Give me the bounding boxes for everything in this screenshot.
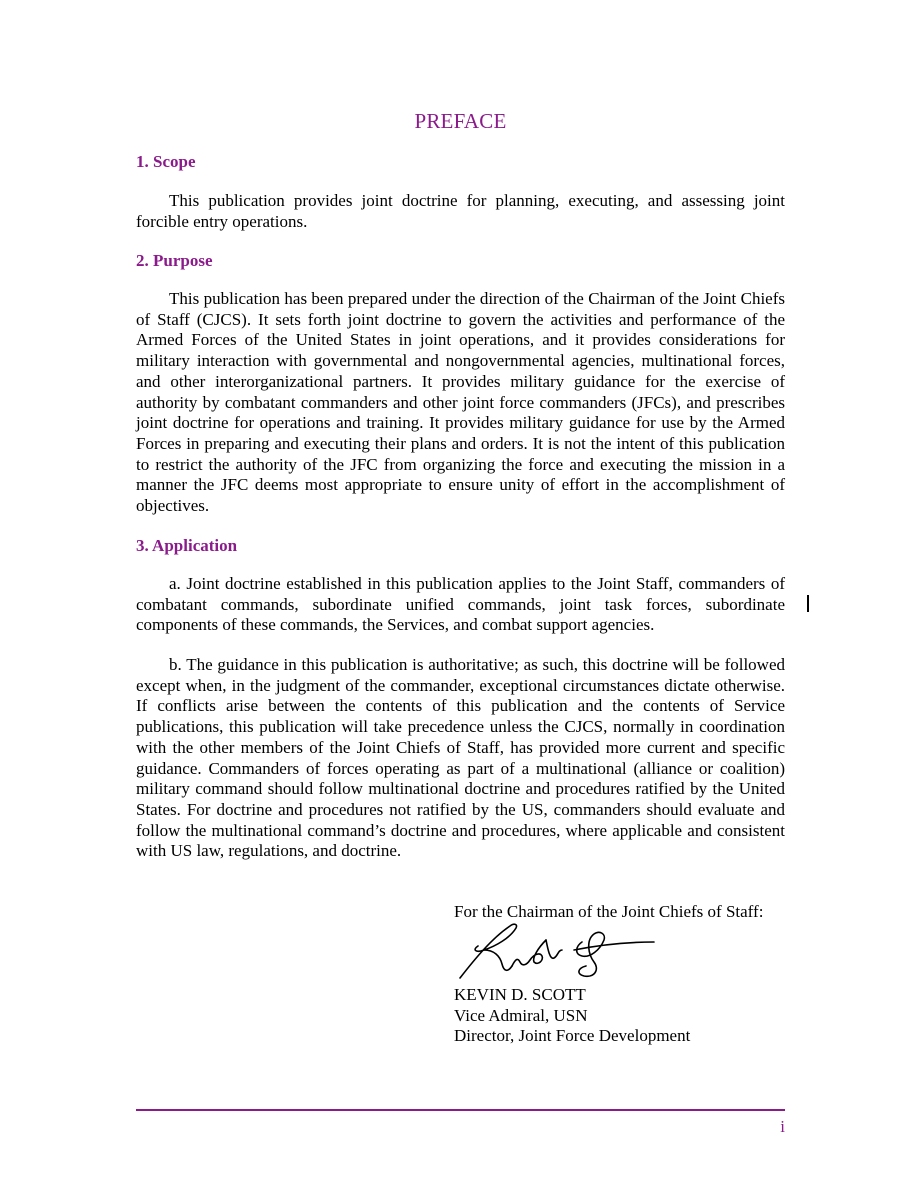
document-page	[136, 0, 785, 1191]
signature-for-line: For the Chairman of the Joint Chiefs of Staff:	[454, 902, 764, 921]
footer-rule	[136, 1109, 785, 1111]
signatory-details	[454, 985, 690, 1047]
handwritten-signature	[454, 920, 664, 982]
scope-paragraph: This publication provides joint doctrine for planning, executing, and assessing joint forcible entry operations.	[136, 191, 785, 231]
signatory-name: KEVIN D. SCOTT	[454, 985, 586, 1004]
section-heading-purpose: 2. Purpose	[136, 251, 213, 270]
page-title: PREFACE	[414, 109, 507, 133]
signatory-rank: Vice Admiral, USN	[454, 1005, 588, 1025]
page-number: i	[780, 1117, 785, 1136]
signatory-position: Director, Joint Force Development	[454, 1026, 691, 1046]
section-heading-scope: 1. Scope	[136, 152, 196, 171]
purpose-paragraph: This publication has been prepared under the direction of the Chairman of the Joint Chiefs of Staff (CJCS). It sets forth joint doctrine to govern the activities and performance of the Armed Forces of the United States in joint operations, and it provides considerations for military interaction with governmental and nongovernmental agencies, multinational forces, and other interorganizational partners. It provides military guidance for the exercise of authority by combatant commanders and other joint force commanders (JFCs), and prescribes joint doctrine for operations and training. It provides military guidance for use by the Armed Forces in preparing and executing their plans and orders. It is not the intent of this publication to restrict the authority of the JFC from organizing the force and executing the mission in a manner the JFC deems most appropriate to ensure unity of effort in the accomplishment of objectives.	[136, 289, 785, 516]
change-bar	[807, 595, 809, 612]
section-heading-application: 3. Application	[136, 536, 238, 555]
application-paragraph-a: a. Joint doctrine established in this publication applies to the Joint Staff, commanders of combatant commands, subordinate unified commands, joint task forces, subordinate components of these commands, the Services, and combat support agencies.	[136, 574, 785, 635]
application-paragraph-b: b. The guidance in this publication is authoritative; as such, this doctrine will be followed except when, in the judgment of the commander, exceptional circumstances dictate otherwise. If conflicts arise between the contents of this publication and the contents of Service publications, this publication will take precedence unless the CJCS, normally in coordination with the other members of the Joint Chiefs of Staff, has provided more current and specific guidance. Commanders of forces operating as part of a multinational (alliance or coalition) military command should follow multinational doctrine and procedures ratified by the United States. For doctrine and procedures not ratified by the US, commanders should evaluate and follow the multinational command’s doctrine and procedures, where applicable and consistent with US law, regulations, and doctrine.	[136, 655, 785, 861]
